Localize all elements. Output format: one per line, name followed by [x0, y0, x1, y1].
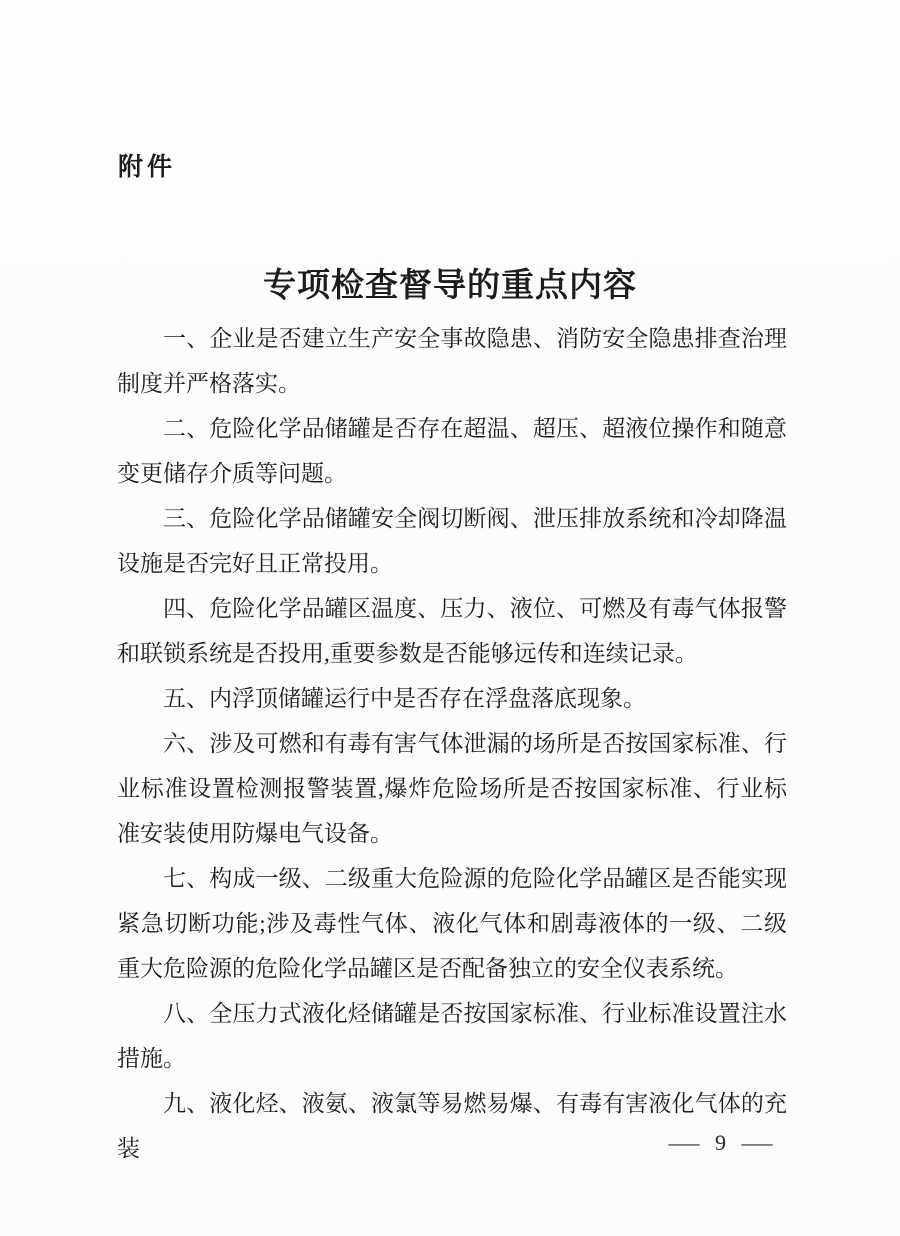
body-paragraph: 二、危险化学品储罐是否存在超温、超压、超液位操作和随意变更储存介质等问题。 — [117, 416, 787, 486]
footer-left-dash: — — [668, 1130, 700, 1155]
footer-right-dash: — — [741, 1130, 773, 1155]
body-paragraph: 三、危险化学品储罐安全阀切断阀、泄压排放系统和冷却降温设施是否完好且正常投用。 — [117, 506, 787, 576]
body-paragraph: 一、企业是否建立生产安全事故隐患、消防安全隐患排查治理制度并严格落实。 — [117, 326, 787, 396]
attachment-label: 附件 — [118, 153, 177, 181]
body-paragraph: 七、构成一级、二级重大危险源的危险化学品罐区是否能实现紧急切断功能;涉及毒性气体、液化气体和剧毒液体的一级、二级重大危险源的危险化学品罐区是否配备独立的安全仪表系统。 — [117, 866, 787, 981]
document-title: 专项检查督导的重点内容 — [263, 268, 637, 305]
page-footer — [668, 1130, 773, 1156]
body-paragraph: 八、全压力式液化烃储罐是否按国家标准、行业标准设置注水措施。 — [117, 1001, 787, 1071]
page-number: 9 — [715, 1130, 726, 1155]
body-paragraph: 五、内浮顶储罐运行中是否存在浮盘落底现象。 — [163, 686, 646, 711]
body-paragraph: 六、涉及可燃和有毒有害气体泄漏的场所是否按国家标准、行业标准设置检测报警装置,爆炸危险场所是否按国家标准、行业标准安装使用防爆电气设备。 — [117, 731, 787, 846]
body-paragraph: 四、危险化学品罐区温度、压力、液位、可燃及有毒气体报警和联锁系统是否投用,重要参数是否能够远传和连续记录。 — [117, 596, 787, 666]
document-body — [117, 316, 787, 1171]
body-paragraph: 九、液化烃、液氨、液氯等易燃易爆、有毒有害液化气体的充装 — [117, 1091, 787, 1161]
